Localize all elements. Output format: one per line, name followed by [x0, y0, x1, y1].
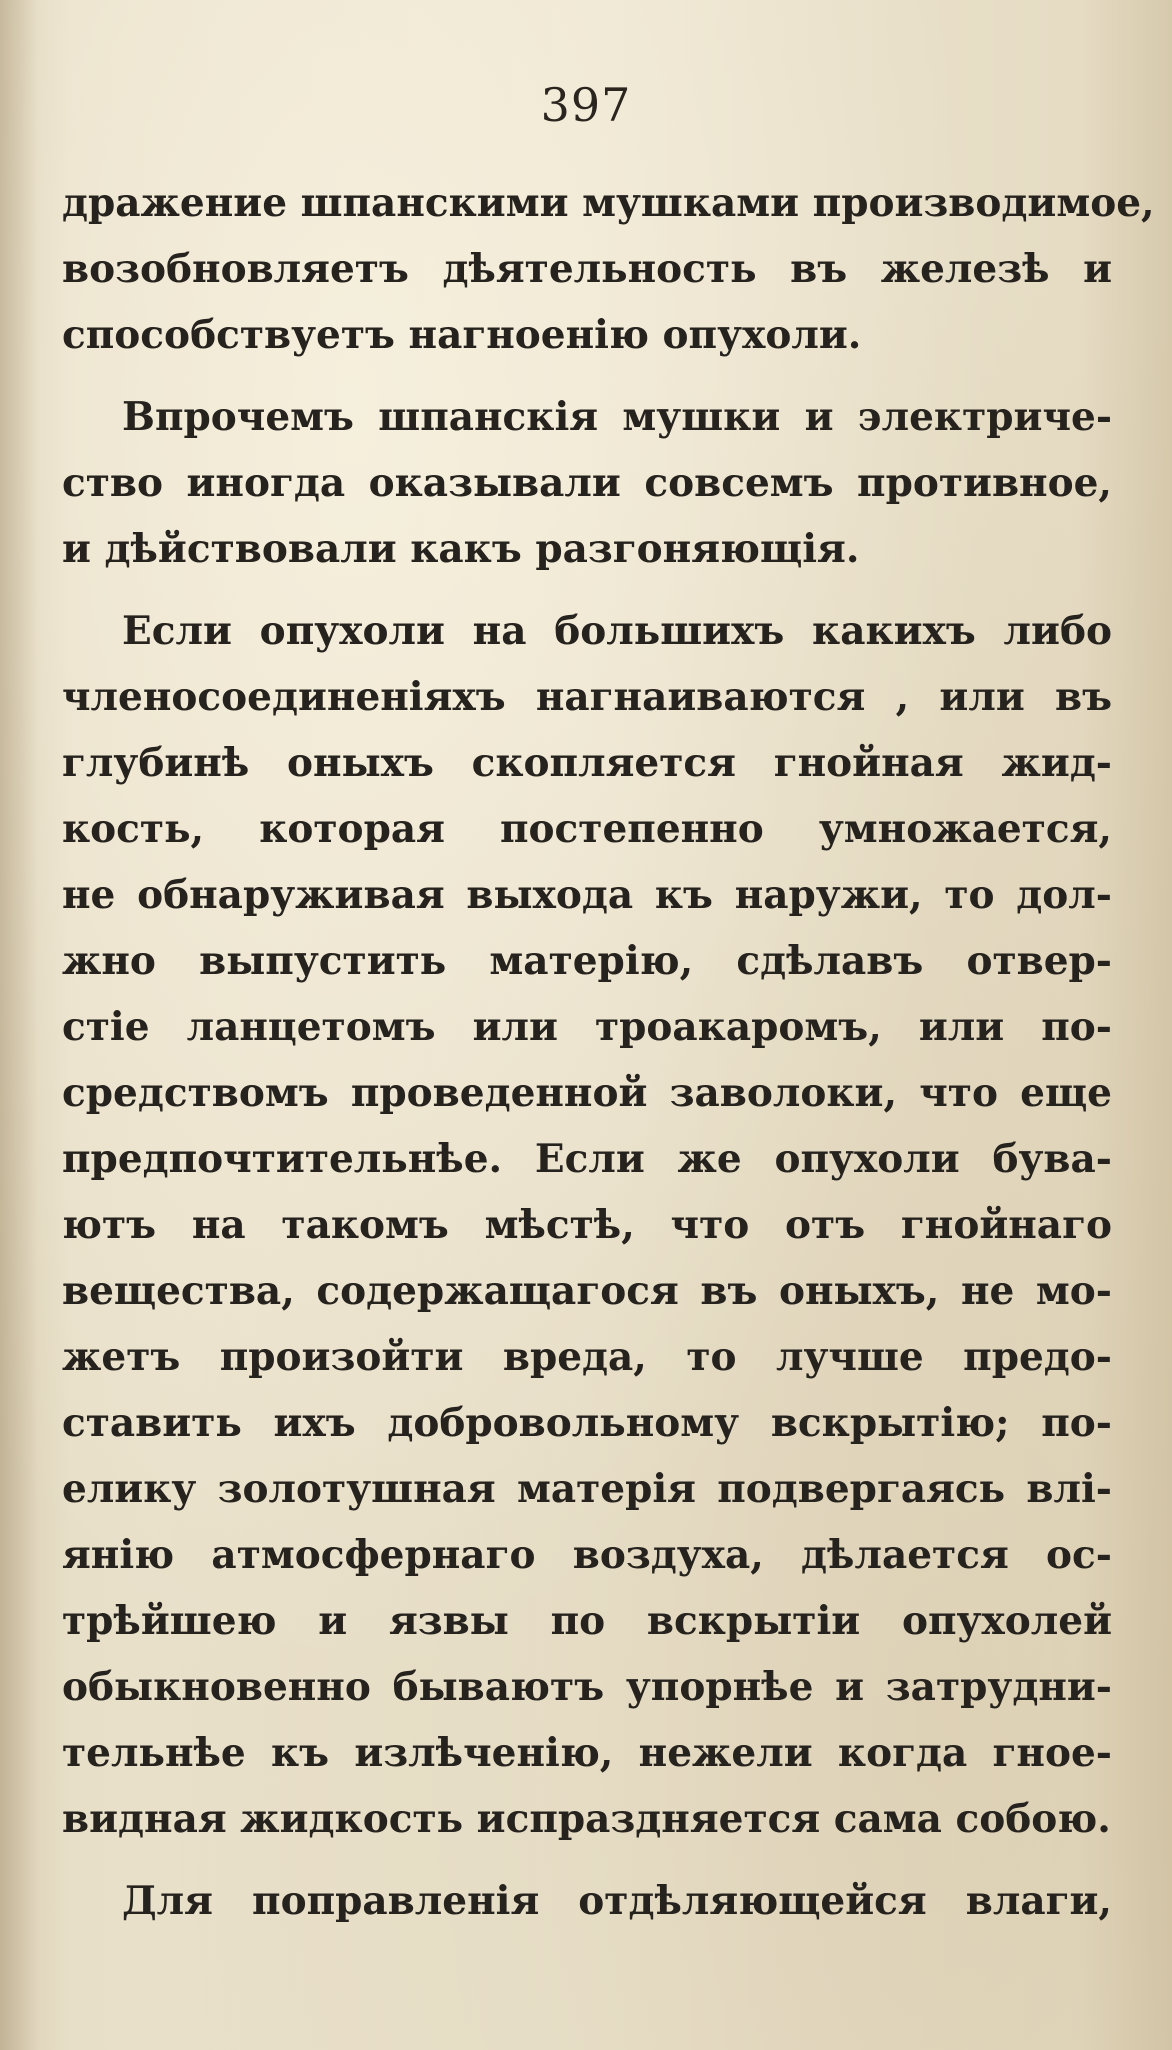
text-line: возобновляетъ дѣятельность въ железѣ и: [62, 246, 1112, 292]
text-line: обыкновенно бываютъ упорнѣе и затрудни-: [62, 1664, 1112, 1710]
text-line: дражение шпанскими мушками производимое,: [62, 180, 1155, 226]
text-line: тельнѣе къ излѣченію, нежели когда гное-: [62, 1730, 1112, 1776]
text-line: глубинѣ оныхъ скопляется гнойная жид-: [62, 740, 1112, 786]
text-line: видная жидкость испраздняется сама собою.: [62, 1796, 1111, 1842]
text-line: кость, которая постепенно умножается,: [62, 806, 1112, 852]
text-line: способствуетъ нагноенію опухоли.: [62, 312, 862, 358]
text-line: Для поправленія отдѣляющейся влаги,: [122, 1878, 1112, 1924]
text-line: янію атмосфернаго воздуха, дѣлается ос-: [62, 1532, 1112, 1578]
page-number: 397: [540, 78, 632, 132]
text-line: членосоединеніяхъ нагнаиваются , или въ: [62, 674, 1112, 720]
text-line: ство иногда оказывали совсемъ противное,: [62, 460, 1112, 506]
text-line: ютъ на такомъ мѣстѣ, что отъ гнойнаго: [62, 1202, 1112, 1248]
text-line: елику золотушная матерія подвергаясь влі-: [62, 1466, 1112, 1512]
text-line: стіе ланцетомъ или троакаромъ, или по-: [62, 1004, 1112, 1050]
text-line: трѣйшею и язвы по вскрытіи опухолей: [62, 1598, 1112, 1644]
text-line: жетъ произойти вреда, то лучше предо-: [62, 1334, 1112, 1380]
text-line: предпочтительнѣе. Если же опухоли бува-: [62, 1136, 1112, 1182]
text-line: средствомъ проведенной заволоки, что еще: [62, 1070, 1112, 1116]
page-edge-shadow: [0, 0, 38, 2050]
text-line: Впрочемъ шпанскія мушки и электриче-: [122, 394, 1112, 440]
text-line: не обнаруживая выхода къ наружи, то дол-: [62, 872, 1112, 918]
text-line: Если опухоли на большихъ какихъ либо: [122, 608, 1112, 654]
text-line: вещества, содержащагося въ оныхъ, не мо-: [62, 1268, 1112, 1314]
text-line: и дѣйствовали какъ разгоняющія.: [62, 526, 860, 572]
body-text: [62, 170, 1155, 1934]
text-line: ставить ихъ добровольному вскрытію; по-: [62, 1400, 1112, 1446]
text-line: жно выпустить матерію, сдѣлавъ отвер-: [62, 938, 1112, 984]
